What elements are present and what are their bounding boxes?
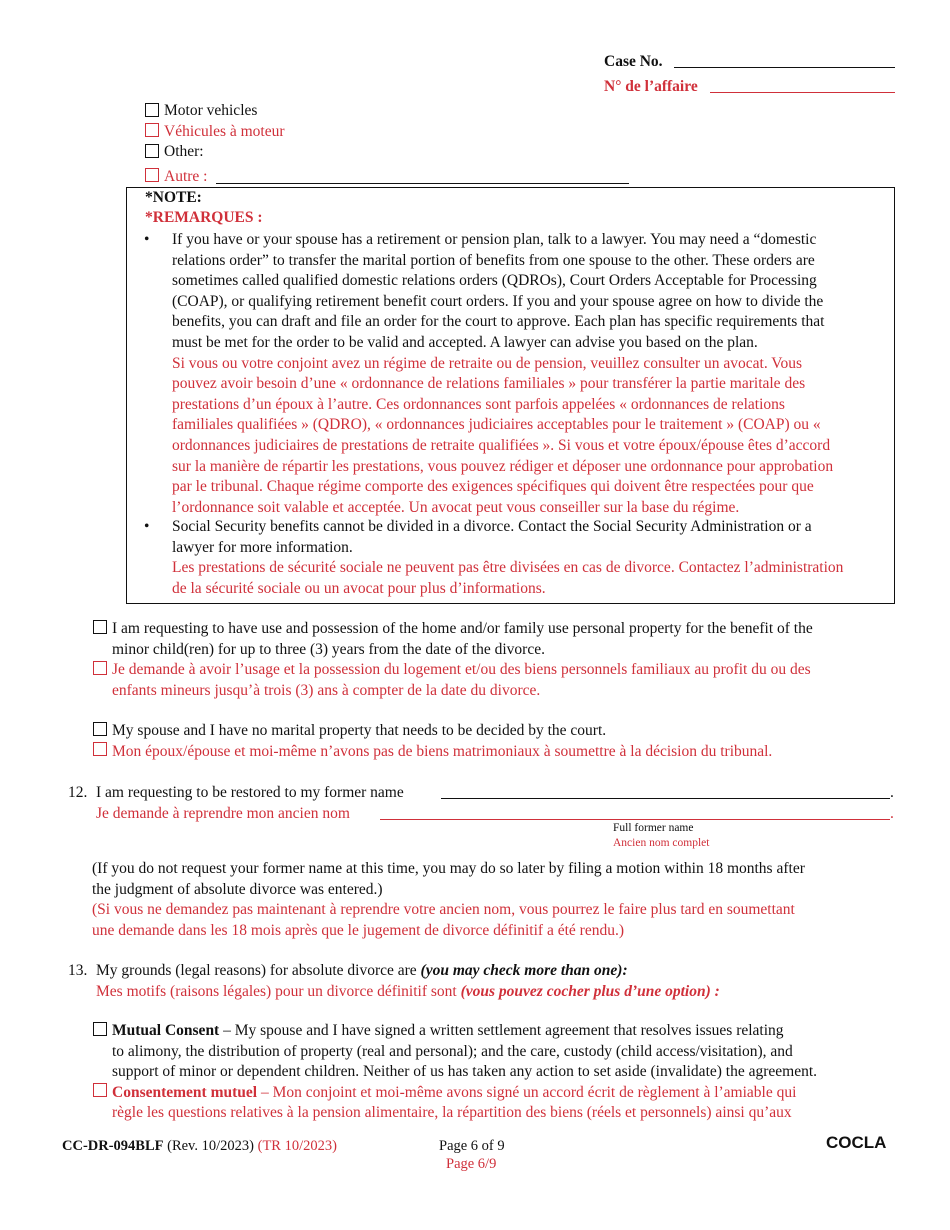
- page-number-fr: Page 6/9: [446, 1156, 497, 1172]
- home-use-line-fr: enfants mineurs jusqu’à trois (3) ans à compter de la date du divorce.: [112, 681, 541, 699]
- other-checkbox-fr[interactable]: [145, 168, 159, 182]
- other-text-field[interactable]: [216, 183, 629, 184]
- case-no-field[interactable]: [674, 67, 895, 68]
- item-13-emphasis: (you may check more than one):: [420, 962, 628, 979]
- other-label-fr: Autre :: [164, 168, 208, 185]
- note-b2-line: Social Security benefits cannot be divided in a divorce. Contact the Social Security Administration or a: [172, 518, 812, 535]
- note-b1-line-fr: Si vous ou votre conjoint avez un régime de retraite ou de pension, veuillez consulter un avocat. Vous: [172, 354, 803, 372]
- note-b2-line: lawyer for more information.: [172, 538, 353, 556]
- other-checkbox[interactable]: [145, 144, 159, 158]
- case-no-label: Case No.: [604, 53, 663, 70]
- mutual-consent-text: – My spouse and I have signed a written settlement agreement that resolves issues relating: [219, 1022, 784, 1039]
- mutual-consent-line: [112, 1021, 784, 1042]
- no-property-checkbox-fr[interactable]: [93, 742, 107, 756]
- motor-vehicles-label: Motor vehicles: [164, 102, 258, 119]
- home-use-line: I am requesting to have use and possession of the home and/or family use personal property for the benefit of the: [112, 620, 813, 637]
- note-title: *NOTE:: [145, 189, 202, 206]
- form-rev: (Rev. 10/2023): [163, 1138, 254, 1154]
- item-13-number: 13.: [68, 962, 88, 979]
- mutual-consent-title-fr: Consentement mutuel: [112, 1083, 258, 1101]
- form-tr: (TR 10/2023): [253, 1138, 337, 1154]
- item-12-period: .: [890, 784, 894, 801]
- page-number: Page 6 of 9: [439, 1138, 505, 1154]
- item-12-note-line: (If you do not request your former name at this time, you may do so later by filing a motion within 18 months after: [92, 860, 805, 877]
- mutual-consent-line: support of minor or dependent children. Neither of us has taken any action to set aside (invalidate) the agreement.: [112, 1063, 818, 1081]
- note-b2-line-fr: Les prestations de sécurité sociale ne peuvent pas être divisées en cas de divorce. Contactez l’administration: [172, 559, 844, 577]
- mutual-consent-checkbox-fr[interactable]: [93, 1083, 107, 1097]
- note-b1-line: must be met for the order to be valid and accepted. A lawyer can advise you based on the plan.: [172, 334, 758, 351]
- note-b1-line: relations order” to transfer the marital portion of benefits from one spouse to the other. These orders are: [172, 251, 815, 269]
- item-13-label-fr: [96, 982, 720, 1003]
- note-b1-line-fr: familiales qualifiées » (QDRO), « ordonnances judiciaires acceptables pour le traitement » (COAP) ou «: [172, 416, 821, 434]
- item-12-label: I am requesting to be restored to my former name: [96, 784, 404, 801]
- note-b1-line-fr: ordonnances judiciaires de prestations de retraite qualifiées ». Si vous et votre époux/épouse êtes d’accord: [172, 437, 831, 454]
- mutual-consent-line-fr: [112, 1083, 796, 1104]
- no-property-checkbox[interactable]: [93, 722, 107, 736]
- home-use-line-fr: Je demande à avoir l’usage et la possession du logement et/ou des biens personnels familiaux au profit du ou des: [112, 661, 811, 679]
- item-13-label: [96, 961, 628, 982]
- note-b1-line: (COAP), or qualifying retirement benefit court orders. If you and your spouse agree on how to divide the: [172, 292, 824, 310]
- cocla-brand: COCLA: [826, 1133, 887, 1152]
- note-b1-line-fr: par le tribunal. Chaque régime comporte des exigences spécifiques qui doivent être respectées pour que: [172, 478, 814, 496]
- full-former-name-caption: Full former name: [613, 822, 694, 834]
- no-property-label-fr: Mon époux/épouse et moi-même n’avons pas de biens matrimoniaux à soumettre à la décision du tribunal.: [112, 742, 773, 760]
- item-12-note-line-fr: (Si vous ne demandez pas maintenant à reprendre votre ancien nom, vous pourrez le faire plus tard en soumettant: [92, 901, 795, 919]
- item-12-label-fr: Je demande à reprendre mon ancien nom: [96, 804, 350, 822]
- case-no-field-fr[interactable]: [710, 92, 895, 93]
- motor-vehicles-checkbox-fr[interactable]: [145, 123, 159, 137]
- form-code: CC-DR-094BLF: [62, 1138, 164, 1154]
- home-use-checkbox-fr[interactable]: [93, 661, 107, 675]
- item-12-note-line-fr: une demande dans les 18 mois après que le jugement de divorce définitif a été rendu.): [92, 921, 624, 939]
- mutual-consent-line-fr: règle les questions relatives à la pension alimentaire, la répartition des biens (réels et personnels) ainsi qu’aux: [112, 1104, 792, 1122]
- bullet-2: •: [144, 518, 150, 535]
- home-use-checkbox[interactable]: [93, 620, 107, 634]
- full-former-name-caption-fr: Ancien nom complet: [613, 837, 710, 849]
- item-12-note-line: the judgment of absolute divorce was entered.): [92, 880, 383, 898]
- item-12-period-fr: .: [890, 804, 894, 822]
- note-title-fr: *REMARQUES :: [145, 209, 263, 226]
- mutual-consent-text-fr: – Mon conjoint et moi-même avons signé un accord écrit de règlement à l’amiable qui: [257, 1083, 797, 1101]
- note-b1-line: sometimes called qualified domestic relations orders (QDROs), Court Orders Acceptable for Processing: [172, 272, 817, 290]
- former-name-field[interactable]: [441, 798, 890, 799]
- item-12-number: 12.: [68, 784, 88, 801]
- mutual-consent-checkbox[interactable]: [93, 1022, 107, 1036]
- note-b1-line-fr: prestations d’un époux à l’autre. Ces ordonnances sont parfois appelées « ordonnances de relations: [172, 395, 785, 413]
- note-b1-line-fr: sur la manière de répartir les prestations, vous pouvez rédiger et déposer une ordonnance pour approbation: [172, 457, 834, 475]
- note-b2-line-fr: de la sécurité sociale ou un avocat pour plus d’informations.: [172, 579, 546, 597]
- no-property-label: My spouse and I have no marital property that needs to be decided by the court.: [112, 722, 607, 739]
- mutual-consent-title: Mutual Consent: [112, 1022, 220, 1039]
- home-use-line: minor child(ren) for up to three (3) years from the date of the divorce.: [112, 640, 545, 658]
- mutual-consent-line: to alimony, the distribution of property (real and personal); and the care, custody (child access/visitation), and: [112, 1042, 793, 1060]
- former-name-field-fr[interactable]: [380, 819, 890, 820]
- note-b1-line: If you have or your spouse has a retirement or pension plan, talk to a lawyer. You may need a “domestic: [172, 231, 817, 248]
- item-13-emphasis-fr: (vous pouvez cocher plus d’une option) :: [460, 982, 720, 1000]
- bullet-1: •: [144, 231, 150, 248]
- item-13-text-fr: Mes motifs (raisons légales) pour un divorce définitif sont: [96, 982, 457, 1000]
- other-label: Other:: [164, 143, 204, 160]
- motor-vehicles-label-fr: Véhicules à moteur: [164, 123, 285, 140]
- footer-form-id: [62, 1136, 337, 1157]
- note-b1-line-fr: l’ordonnance soit valable et acceptée. Un avocat peut vous conseiller sur la base du régime.: [172, 498, 740, 516]
- note-b1-line-fr: pouvez avoir besoin d’une « ordonnance de relations familiales » pour transférer la partie maritale des: [172, 375, 806, 393]
- note-b1-line: benefits, you can draft and file an order for the court to approve. Each plan has specific requirements that: [172, 313, 825, 331]
- case-no-label-fr: N° de l’affaire: [604, 78, 698, 95]
- item-13-text: My grounds (legal reasons) for absolute divorce are: [96, 962, 417, 979]
- motor-vehicles-checkbox[interactable]: [145, 103, 159, 117]
